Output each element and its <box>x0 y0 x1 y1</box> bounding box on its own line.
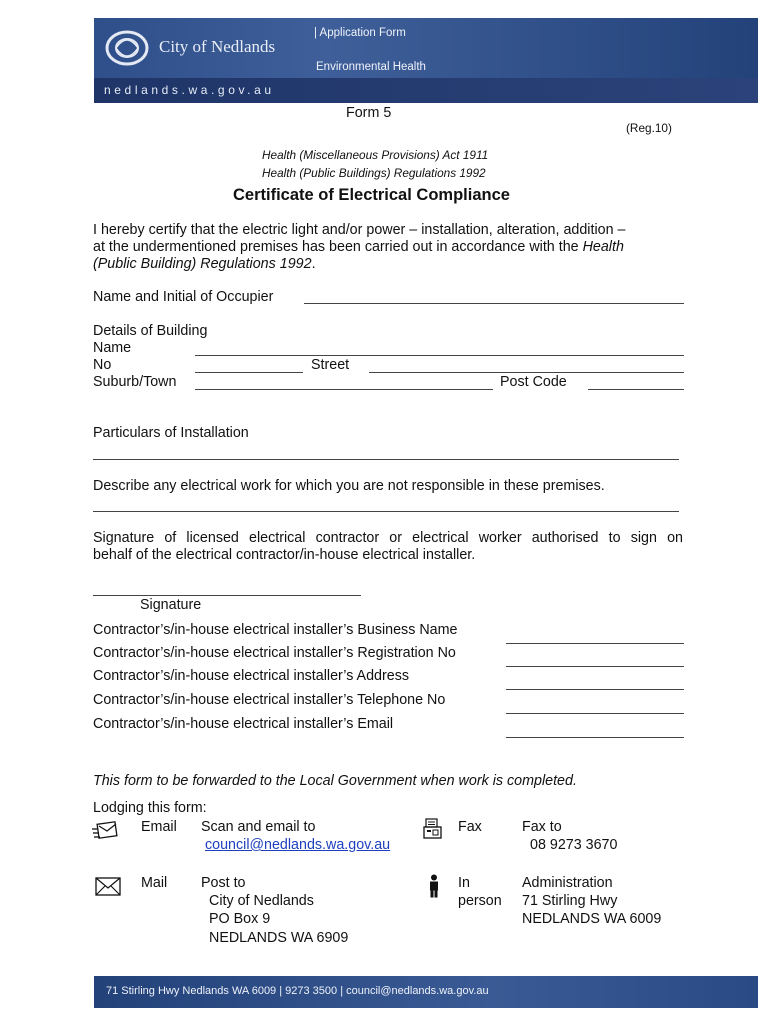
registration-label: Contractor’s/in-house electrical installer’s Registration No <box>93 645 456 661</box>
in-person-line-2: 71 Stirling Hwy <box>522 893 618 909</box>
email-icon <box>92 820 120 842</box>
in-person-label-1: In <box>458 875 470 891</box>
footer-contact: 71 Stirling Hwy Nedlands WA 6009 | 9273 3500 | council@nedlands.wa.gov.au <box>106 985 489 997</box>
intro-line-2-text: at the undermentioned premises has been carried out in accordance with the <box>93 239 579 255</box>
form-number: Form 5 <box>346 105 392 121</box>
telephone-label: Contractor’s/in-house electrical installer’s Telephone No <box>93 692 446 708</box>
signature-field[interactable] <box>93 595 361 596</box>
page-title: Certificate of Electrical Compliance <box>233 186 510 204</box>
mail-line-3: NEDLANDS WA 6909 <box>209 930 349 946</box>
intro-line-2 <box>93 239 693 256</box>
forward-note: This form to be forwarded to the Local Government when work is completed. <box>93 773 577 789</box>
signature-label: Signature <box>140 597 202 613</box>
business-name-label: Contractor’s/in-house electrical installer’s Business Name <box>93 622 458 638</box>
building-details-label: Details of Building <box>93 323 208 339</box>
lodging-heading: Lodging this form: <box>93 800 207 816</box>
intro-line-2-italic: Health <box>582 239 624 255</box>
website: nedlands.wa.gov.au <box>104 83 275 97</box>
address-label: Contractor’s/in-house electrical installer’s Address <box>93 668 410 684</box>
person-icon <box>427 874 441 898</box>
building-no-label: No <box>93 357 112 373</box>
council-email-link[interactable]: council@nedlands.wa.gov.au <box>205 837 391 853</box>
in-person-label-2: person <box>458 893 502 909</box>
mail-line-1: City of Nedlands <box>209 893 314 909</box>
registration-field[interactable] <box>506 666 684 667</box>
business-name-field[interactable] <box>506 643 684 644</box>
occupier-label: Name and Initial of Occupier <box>93 289 274 305</box>
particulars-field[interactable] <box>93 459 679 460</box>
department: Environmental Health <box>316 61 426 73</box>
form-kind: | Application Form <box>314 27 406 39</box>
header-banner <box>94 18 758 103</box>
mail-line-2: PO Box 9 <box>209 911 271 927</box>
mail-envelope-icon <box>95 877 121 897</box>
regulation-ref: (Reg.10) <box>626 121 672 135</box>
building-no-field[interactable] <box>195 372 303 373</box>
in-person-line-3: NEDLANDS WA 6009 <box>522 911 662 927</box>
intro-line-3-italic: (Public Building) Regulations 1992 <box>93 256 312 272</box>
fax-method-label: Fax <box>458 819 482 835</box>
mail-method-label: Mail <box>141 875 168 891</box>
fax-number: 08 9273 3670 <box>530 837 618 853</box>
postcode-field[interactable] <box>588 389 684 390</box>
signature-para-line-2: behalf of the electrical contractor/in-house electrical installer. <box>93 547 476 563</box>
describe-field[interactable] <box>93 511 679 512</box>
footer-banner <box>94 976 758 1008</box>
suburb-field[interactable] <box>195 389 493 390</box>
act-1: Health (Miscellaneous Provisions) Act 1911 <box>262 148 489 162</box>
in-person-line-1: Administration <box>522 875 613 891</box>
address-field[interactable] <box>506 689 684 690</box>
postcode-label: Post Code <box>500 374 567 390</box>
building-name-field[interactable] <box>195 355 684 356</box>
intro-line-1: I hereby certify that the electric light and/or power – installation, alteration, addition – <box>93 222 626 238</box>
brand-name: City of Nedlands <box>159 37 276 56</box>
city-logo-icon <box>102 28 152 68</box>
email-method-text: Scan and email to <box>201 819 316 835</box>
particulars-label: Particulars of Installation <box>93 425 249 441</box>
signature-paragraph <box>93 530 683 564</box>
occupier-field[interactable] <box>304 303 684 304</box>
signature-para-line-1: Signature of licensed electrical contractor or electrical worker authorised to sign on <box>93 530 683 546</box>
building-name-label: Name <box>93 340 132 356</box>
street-label: Street <box>311 357 350 373</box>
telephone-field[interactable] <box>506 713 684 714</box>
fax-method-text: Fax to <box>522 819 562 835</box>
email-field[interactable] <box>506 737 684 738</box>
describe-label: Describe any electrical work for which you are not responsible in these premises. <box>93 478 605 494</box>
email-label: Contractor’s/in-house electrical installer’s Email <box>93 716 394 732</box>
fax-icon <box>423 818 443 840</box>
email-method-label: Email <box>141 819 177 835</box>
act-2: Health (Public Buildings) Regulations 1992 <box>262 166 486 180</box>
suburb-label: Suburb/Town <box>93 374 177 390</box>
intro-line-3 <box>93 256 693 273</box>
street-field[interactable] <box>369 372 684 373</box>
mail-method-text: Post to <box>201 875 246 891</box>
intro-line-3-end: . <box>311 256 316 272</box>
intro-paragraph <box>93 222 693 273</box>
